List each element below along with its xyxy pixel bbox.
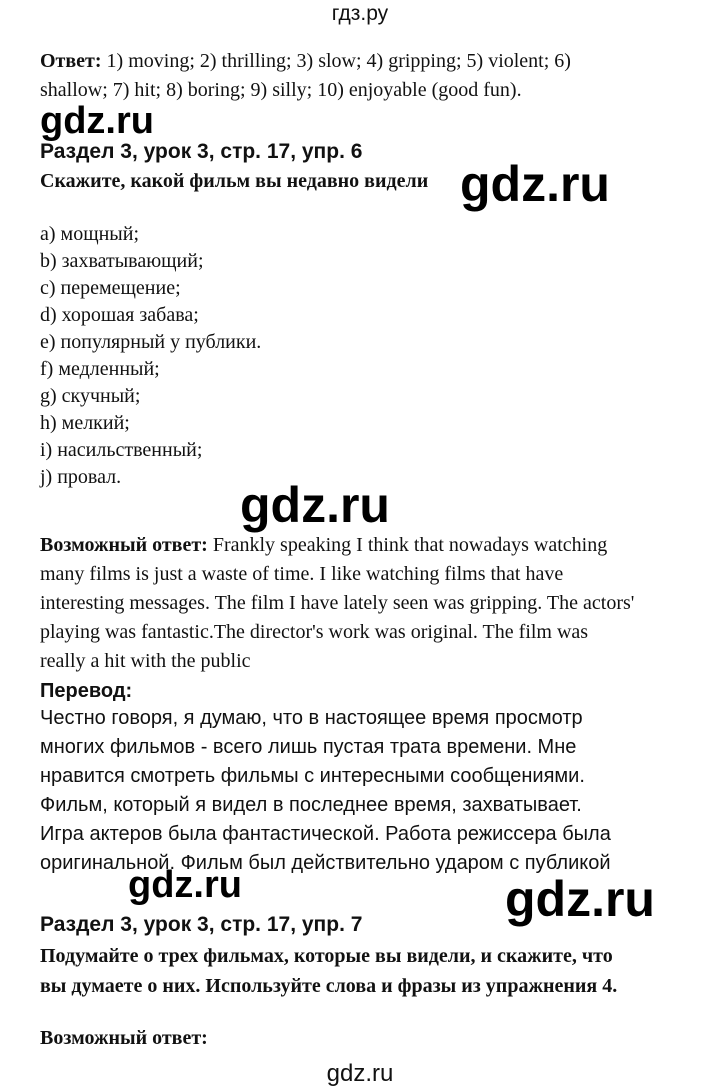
translation-text (40, 704, 715, 878)
list-item: d) хорошая забава; (40, 304, 199, 326)
task-line: Подумайте о трех фильмах, которые вы видели, и скажите, что (40, 945, 613, 967)
list-item: c) перемещение; (40, 277, 181, 299)
list-item: j) провал. (40, 466, 122, 488)
answer-label: Ответ: (40, 50, 102, 72)
list-item: e) популярный у публики. (40, 331, 262, 353)
possible-answer-label-ex7: Возможный ответ: (40, 1027, 208, 1049)
answer-text-line: playing was fantastic.The director's work was original. The film was (40, 621, 589, 643)
task-ex7 (40, 941, 715, 1001)
translation-line: многих фильмов - всего лишь пустая трата времени. Мне (40, 736, 577, 758)
section-heading-ex6: Раздел 3, урок 3, стр. 17, упр. 6 (40, 140, 363, 163)
watermark: gdz.ru (40, 100, 154, 142)
task-line: вы думаете о них. Используйте слова и фразы из упражнения 4. (40, 975, 618, 997)
list-item: f) медленный; (40, 358, 160, 380)
translation-line: Игра актеров была фантастической. Работа режиссера была (40, 823, 611, 845)
answer-line-1: 1) moving; 2) thrilling; 3) slow; 4) gripping; 5) violent; 6) (101, 50, 571, 72)
list-item: g) скучный; (40, 385, 141, 407)
possible-answer-label: Возможный ответ: (40, 534, 208, 556)
answer-text-line: really a hit with the public (40, 650, 251, 672)
answer-line-2: shallow; 7) hit; 8) boring; 9) silly; 10) enjoyable (good fun). (40, 79, 522, 101)
watermark: gdz.ru (240, 477, 390, 533)
answer-text-line: interesting messages. The film I have lately seen was gripping. The actors' (40, 592, 635, 614)
list-item: b) захватывающий; (40, 250, 204, 272)
translation-label: Перевод: (40, 680, 133, 702)
list-item: a) мощный; (40, 223, 139, 245)
translation-line: Честно говоря, я думаю, что в настоящее время просмотр (40, 707, 583, 729)
section-heading-ex7: Раздел 3, урок 3, стр. 17, упр. 7 (40, 913, 363, 936)
answer-text-line: Frankly speaking I think that nowadays watching (207, 534, 608, 556)
previous-answer (40, 47, 700, 105)
translation-line: Фильм, который я видел в последнее время, захватывает. (40, 794, 582, 816)
translation-line: оригинальной. Фильм был действительно ударом с публикой (40, 852, 611, 874)
possible-answer-ex6 (40, 531, 710, 676)
site-header: гдз.ру (331, 2, 389, 25)
site-footer: gdz.ru (326, 1060, 394, 1087)
list-item: i) насильственный; (40, 439, 203, 461)
vocab-list (40, 221, 640, 491)
task-ex6: Скажите, какой фильм вы недавно видели (40, 170, 429, 192)
list-item: h) мелкий; (40, 412, 130, 434)
watermark: gdz.ru (505, 871, 655, 927)
translation-line: нравится смотреть фильмы с интересными сообщениями. (40, 765, 585, 787)
watermark: gdz.ru (128, 864, 242, 906)
watermark: gdz.ru (460, 156, 610, 212)
answer-text-line: many films is just a waste of time. I like watching films that have (40, 563, 564, 585)
